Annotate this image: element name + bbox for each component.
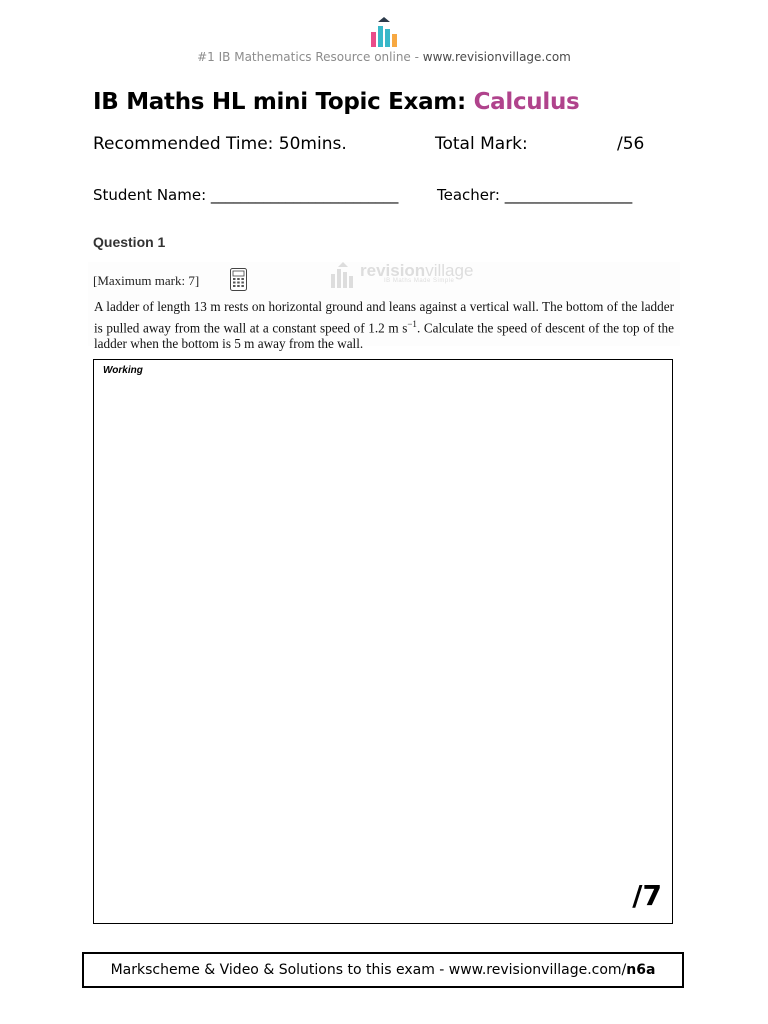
exam-title-prefix: IB Maths HL mini Topic Exam: [93, 89, 474, 115]
tagline-prefix: #1 IB Mathematics Resource online - [197, 50, 423, 64]
footer-text: Markscheme & Video & Solutions to this exam - www.revisionvillage.com/ [110, 962, 627, 978]
student-name-field[interactable]: Student Name: _________________________ [93, 186, 399, 204]
watermark-tagline: IB Maths Made Simple [384, 278, 455, 284]
footer-code: n6a [626, 962, 656, 978]
working-area[interactable] [93, 359, 673, 924]
calculator-icon [230, 268, 247, 291]
total-mark-label: Total Mark: [435, 134, 528, 154]
question-block [88, 261, 680, 352]
exam-title [93, 89, 579, 115]
site-tagline [0, 50, 768, 64]
tagline-url[interactable]: www.revisionvillage.com [422, 50, 571, 64]
watermark-brand: revisionvillage [360, 261, 474, 280]
markscheme-link-box[interactable] [82, 952, 684, 988]
recommended-time: Recommended Time: 50mins. [93, 134, 347, 154]
total-mark-value: /56 [617, 134, 645, 154]
maximum-mark: [Maximum mark: 7] [93, 273, 200, 288]
teacher-name-field[interactable]: Teacher: _________________ [437, 186, 633, 204]
watermark-logo-icon [330, 262, 356, 288]
exam-topic: Calculus [473, 89, 580, 115]
watermark-logo [330, 262, 473, 288]
question-marks: /7 [632, 879, 662, 912]
question-heading: Question 1 [93, 234, 166, 250]
revision-village-logo-icon [369, 16, 399, 48]
question-text: A ladder of length 13 m rests on horizontal ground and leans against a vertical wall. The bottom of the ladder is pulled away from the wall at a constant speed of 1.2 m $s^{-1}$. Calculate the speed of descent of the top of the ladder when the bottom is 5 m away from the wall. [94, 299, 674, 352]
working-label: Working [103, 365, 143, 376]
